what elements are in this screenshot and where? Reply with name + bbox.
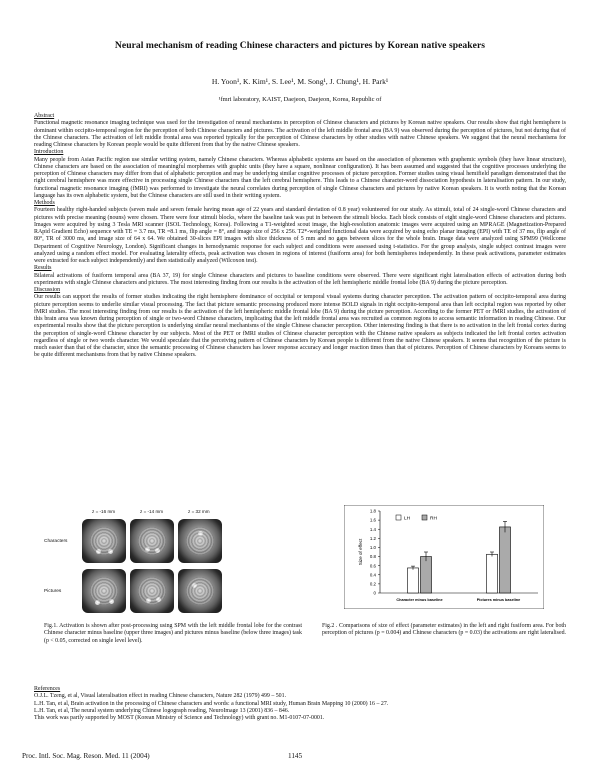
methods-heading: Methods — [34, 200, 55, 206]
references — [34, 686, 566, 722]
y-tick-label: 0.8 — [369, 554, 376, 560]
activation-spot — [192, 583, 197, 588]
journal-citation: Proc. Intl. Soc. Mag. Reson. Med. 11 (2004) — [22, 752, 150, 760]
slice-coord-2: z = -14 mm — [140, 509, 164, 514]
activation-spot — [146, 598, 151, 603]
y-tick-label: 0.2 — [369, 581, 376, 587]
legend-swatch — [396, 515, 401, 520]
bar-rh — [421, 557, 432, 593]
row-label-pictures: Pictures — [44, 589, 62, 594]
activation-spot — [108, 549, 113, 554]
y-tick-label: 0 — [373, 590, 376, 596]
reference-item: L.H. Tan, et al, The neural system underlying Chinese logograph reading, NeuroImage 13 (2001) 836 – 846. — [34, 707, 290, 714]
bar-rh — [500, 527, 511, 593]
activation-spot — [145, 547, 150, 552]
y-axis-label: Size of effect — [358, 538, 363, 566]
bar-chart — [344, 505, 544, 609]
y-tick-label: 1.0 — [369, 545, 376, 551]
brain-slice-image — [82, 569, 126, 613]
author-list: H. Yoon¹, K. Kim¹, S. Lee¹, M. Song¹, J. Chung¹, H. Park¹ — [211, 77, 389, 86]
acknowledgement: This work was partly supported by MOST (Korean Ministry of Science and Technology) with grant no. M1-0107-07-0001. — [34, 715, 325, 722]
activation-spot — [155, 548, 160, 553]
x-category-label: Character minus baseline — [396, 598, 443, 602]
activation-spot — [156, 597, 161, 602]
activation-spot — [198, 531, 203, 536]
methods-text: Fourteen healthy right-handed subjects (seven male and seven female having mean age of 22 years and standard deviation of 0.8 year) volunteered for our study. As stimuli, total of 24 single-word Chinese characters and pictures with precise meaning (nouns) were chosen. There were four stimuli blocks, where the baseline task was put in between the stimuli blocks. Each block consists of eight single-word Chinese characters and pictures. Images were acquired by using 3 Tesla MRI scanner (ISOL Technology, Korea). Following a T1-weighted scout image, the high-resolution anatomic images were acquired using an MPRAGE (Magnetization-Prepared RApid Gradient Echo) sequence with TE = 3.7 ms, TR =8.1 ms, flip angle = 8°, and image size of 256 x 256. T2*-weighted functional data were acquired by using echo planar imaging (EPI) with TE of 37 ms, flip angle of 80°, TR of 3000 ms, and image size of 64 x 64. We obtained 30-slices EPI images with slice thickness of 5 mm and no gaps between slices for the whole brain. Image data were analyzed using SPM99 (Wellcome Department of Cognitive Neurology, London). Significant changes in hemodynamic response for each subject and conditions were assessed using t-statistics. For the group analysis, single subject contrast images were analyzed using a random effect model. For evaluating laterality effects, peak activation was chosen in regions of interest (fusiform area) for both hemispheres independently. In these peak activations, parameter estimates were extracted for each subject independently) and then statistically analyzed (Wilcoxon test). — [34, 207, 566, 264]
figure-1-caption: Fig.1. Activation is shown after post-processing using SPM with the left middle frontal lobe for the contrast Chinese character minus baseline (upper three images) and pictures minus baseline (below three images) task (p < 0.05, corrected on single level level). — [44, 623, 302, 644]
bar-lh — [487, 554, 498, 593]
legend-label: LH — [404, 516, 411, 522]
figure-2-chart — [344, 505, 544, 609]
activation-spot — [96, 549, 101, 554]
affiliation: ¹fmri laboratory, KAIST, Daejeon, Daejeon, Korea, Republic of — [218, 96, 382, 103]
x-category-label: Pictures minus baseline — [476, 598, 521, 602]
references-heading: References — [34, 686, 61, 692]
brain-slice-image — [130, 519, 174, 563]
results-heading: Results — [34, 265, 52, 272]
brain-slice-image — [82, 519, 126, 563]
paper-body — [34, 113, 566, 360]
y-tick-label: 0.6 — [369, 563, 376, 569]
y-tick-label: 1.8 — [369, 508, 376, 514]
paper-title: Neural mechanism of reading Chinese characters and pictures by Korean native speakers — [114, 40, 486, 51]
y-tick-label: 0.4 — [369, 572, 376, 578]
abstract-text: Functional magnetic resonance imaging technique was used for the investigation of neural mechanisms in perception of Chinese characters and pictures by Korean native speakers. Our results show that right hemisphere is dominant within occipito-temporal region for the perception of both Chinese characters and pictures. The activation of the left middle frontal area (BA 9) was observed during the perception of pictures, but not during that of the Chinese characters. The activation of left middle frontal area was reported typically for the perception of Chinese characters by other studies with native Chinese speakers. We suggest that the neural mechanisms for reading Chinese characters by Korean people would be quite different from that by the native Chinese speakers. — [34, 120, 566, 148]
bar-lh — [408, 568, 419, 593]
y-tick-label: 1.4 — [369, 526, 376, 532]
slice-coord-3: z = 32 mm — [188, 509, 210, 514]
reference-item: L.H. Tan, et al, Brain activation in the processing of Chinese characters and words: a functional MRI study, Human Brain Mapping 10 (2000) 16 – 27. — [34, 700, 389, 707]
introduction-text: Many people from Asian Pacific region use similar writing system, namely Chinese characters. Whereas alphabetic systems are based on the association of phonemes with graphemic symbols (they have linear structure), Chinese characters are based on the association of meaningful morphemes with graphic units (they have a square, nonlinear configuration). It has been assumed and suggested that the cognitive processes underlying the perception of Chinese characters may differ from that of alphabetic perception and may be underlying similar cognitive processes of picture perception. Former studies using visual hemifield paradigm demonstrated that the right cerebral hemisphere was more effective in processing single Chinese characters than the left cerebral hemisphere. This leads to a Chinese character-word dissociation hypothesis in lateralisation pattern. In our study, functional magnetic resonance imaging (fMRI) was performed to investigate the neural correlates during perception of single Chinese characters and pictures by native Korean speakers. It is worth noting that the Korean language has its own alphabetic system, but the Chinese characters are still used in their writing system. — [34, 156, 566, 199]
results-text: Bilateral activations of fusiform temporal area (BA 37, 19) for single Chinese characters and pictures to baseline conditions were observed. There were significant right lateralisation effects of activation during both experiments with single Chinese characters and pictures. The most interesting finding from our results is the activation of the left hemispheric middle frontal lobe (BA 9) during the picture perception. — [34, 272, 566, 286]
figure-2-caption: Fig.2 . Comparisons of size of effect (parameter estimates) in the left and right fusiform area. For both perception of pictures (p = 0.004) and Chinese characters (p = 0.03) the activations are right lateralised. — [322, 623, 566, 637]
page-number: 1145 — [288, 752, 303, 760]
activation-spot — [109, 599, 114, 604]
figures-area — [34, 505, 566, 680]
legend-label: RH — [430, 516, 437, 522]
brain-slice-image — [178, 569, 222, 613]
discussion-heading: Discussion — [34, 287, 61, 293]
abstract-heading: Abstract — [34, 113, 55, 119]
discussion-text: Our results can support the results of former studies indicating the right hemisphere dominance of occipital or temporal visual systems during character perception. The activation pattern of occipito-temporal area during picture perception seems to underlie similar visual processing. The fact that picture semantic processing produced more intense BOLD signals in right occipito-temporal area than left occipital region was reported by other fMRI studies. The most interesting finding from our results is the activation of the left hemispheric middle frontal lobe (BA 9) during the picture perception. According to the former PET or fMRI studies, the activation of this brain area was known during perception of single or two-word Chinese characters, implicating that the left middle frontal area was recruited as common regions to access semantic information in reading Chinese. Our experimental results show that the picture perception is underlying similar neural mechanisms of the single Chinese character perception. Other interesting finding is that there is no activation in the left frontal cortex during the perception of single-word Chinese character by our subjects. Most of the PET or fMRI studies of Chinese character perception with the Chinese native speakers as subjects indicated the left frontal cortex activation regardless of single or two words character. We would speculate that the perceiving pattern of Chinese characters by Korean people is different from the native Chinese speakers. It seems that recognition of the picture is much easier than that of the character, since the semantic processing of Chinese characters has lower response accuracy and longer reaction times than that of pictures. Perception of Chinese characters by Koreans seems to be quite different mechanisms from that by native Chinese speakers. — [34, 294, 566, 359]
y-tick-label: 1.6 — [369, 517, 376, 523]
y-tick-label: 1.2 — [369, 535, 376, 541]
reference-item: O.J.L. Tzeng, et al, Visual lateralisation effect in reading Chinese characters, Nature 282 (1979) 499 – 501. — [34, 693, 287, 700]
activation-spot — [95, 600, 100, 605]
brain-slice-image — [178, 519, 222, 563]
slice-coord-1: z = -16 mm — [92, 509, 116, 514]
row-label-characters: Characters — [44, 539, 68, 544]
introduction-heading: Introduction — [34, 149, 64, 156]
legend-swatch — [422, 515, 427, 520]
brain-slice-image — [130, 569, 174, 613]
